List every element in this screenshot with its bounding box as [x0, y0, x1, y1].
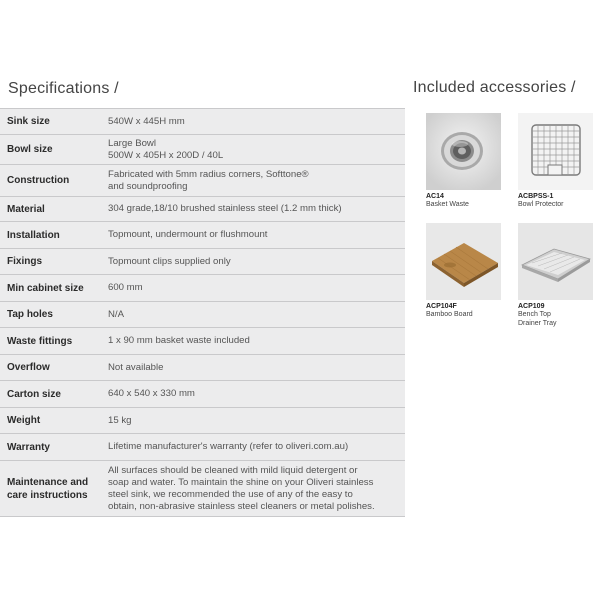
- accessory-drainer-tray: [518, 223, 593, 328]
- spec-value: Topmount, undermount or flushmount: [108, 229, 268, 240]
- spec-row-carton-size: [0, 380, 405, 407]
- accessory-code: AC14: [426, 193, 444, 200]
- spec-value-line: Fabricated with 5mm radius corners, Softtone®: [108, 168, 309, 180]
- spec-value-line: Large Bowl: [108, 137, 156, 149]
- spec-value: N/A: [108, 308, 124, 320]
- spec-label: Material: [7, 203, 45, 215]
- spec-value-line: steel sink, we recommended the use of any of the easy to: [108, 488, 353, 500]
- spec-label: [0, 476, 108, 502]
- spec-value: 540W x 445H mm: [108, 115, 185, 127]
- specifications-title: Specifications /: [8, 80, 119, 97]
- spec-value: 15 kg: [108, 414, 132, 426]
- spec-value: Not available: [108, 361, 164, 373]
- spec-label: Bowl size: [7, 144, 53, 155]
- spec-label: Tap holes: [7, 309, 53, 320]
- accessory-name: Bamboo Board: [426, 311, 473, 318]
- bamboo-board-image: [426, 223, 501, 300]
- spec-value: 1 x 90 mm basket waste included: [108, 335, 250, 346]
- spec-value: [108, 465, 405, 513]
- spec-label: Carton size: [7, 388, 61, 400]
- spec-label: Installation: [7, 229, 60, 241]
- spec-row-overflow: [0, 354, 405, 380]
- spec-value-line: All surfaces should be cleaned with mild liquid detergent or: [108, 464, 358, 476]
- bowl-protector-image: [518, 113, 593, 190]
- spec-row-weight: [0, 407, 405, 433]
- accessory-name: Basket Waste: [426, 201, 469, 208]
- spec-label: Sink size: [7, 116, 50, 127]
- basket-waste-image: [426, 113, 501, 190]
- spec-row-construction: [0, 164, 405, 196]
- accessory-code: ACBPSS-1: [518, 193, 554, 200]
- spec-label: Warranty: [7, 441, 50, 453]
- spec-row-material: [0, 196, 405, 221]
- spec-value: [108, 138, 405, 162]
- spec-label: Construction: [7, 175, 70, 186]
- spec-label: Weight: [7, 415, 41, 426]
- spec-row-bowl-size: [0, 134, 405, 164]
- specifications-table: [0, 108, 405, 517]
- spec-value-line: soap and water. To maintain the shine on your Oliveri stainless: [108, 476, 374, 488]
- spec-label: Waste fittings: [7, 335, 73, 347]
- spec-value-line: and soundproofing: [108, 180, 188, 192]
- drainer-tray-image: [518, 223, 593, 300]
- spec-row-sink-size: [0, 108, 405, 134]
- spec-row-min-cabinet-size: [0, 274, 405, 301]
- spec-value: Topmount clips supplied only: [108, 255, 231, 267]
- spec-value: 304 grade,18/10 brushed stainless steel (1.2 mm thick): [108, 203, 342, 214]
- accessory-bamboo-board: [426, 223, 501, 320]
- spec-label-line: care instructions: [7, 489, 88, 501]
- spec-label-line: Maintenance and: [7, 476, 89, 488]
- spec-label: Overflow: [7, 362, 50, 373]
- spec-value: 600 mm: [108, 282, 143, 293]
- spec-value: 640 x 540 x 330 mm: [108, 388, 195, 399]
- accessory-code: ACP104F: [426, 303, 457, 310]
- spec-row-maintenance: [0, 460, 405, 517]
- spec-row-waste-fittings: [0, 327, 405, 354]
- accessories-title: Included accessories /: [413, 79, 576, 96]
- accessory-code: ACP109: [518, 303, 545, 310]
- spec-value-line: 500W x 405H x 200D / 40L: [108, 149, 224, 161]
- accessory-bowl-protector: [518, 113, 593, 210]
- spec-value: Lifetime manufacturer's warranty (refer to oliveri.com.au): [108, 441, 349, 452]
- accessory-name: Bowl Protector: [518, 201, 564, 208]
- spec-row-tap-holes: [0, 301, 405, 327]
- spec-row-fixings: [0, 248, 405, 274]
- accessory-basket-waste: [426, 113, 501, 210]
- spec-value: [108, 169, 405, 193]
- spec-label: Fixings: [7, 256, 43, 267]
- accessory-name: Drainer Tray: [518, 319, 557, 327]
- spec-value-line: obtain, non-abrasive stainless steel cleaners or metal polishes.: [108, 500, 375, 512]
- spec-label: Min cabinet size: [7, 282, 84, 294]
- spec-row-warranty: [0, 433, 405, 460]
- spec-row-installation: [0, 221, 405, 248]
- accessory-name: Bench Top: [518, 311, 551, 318]
